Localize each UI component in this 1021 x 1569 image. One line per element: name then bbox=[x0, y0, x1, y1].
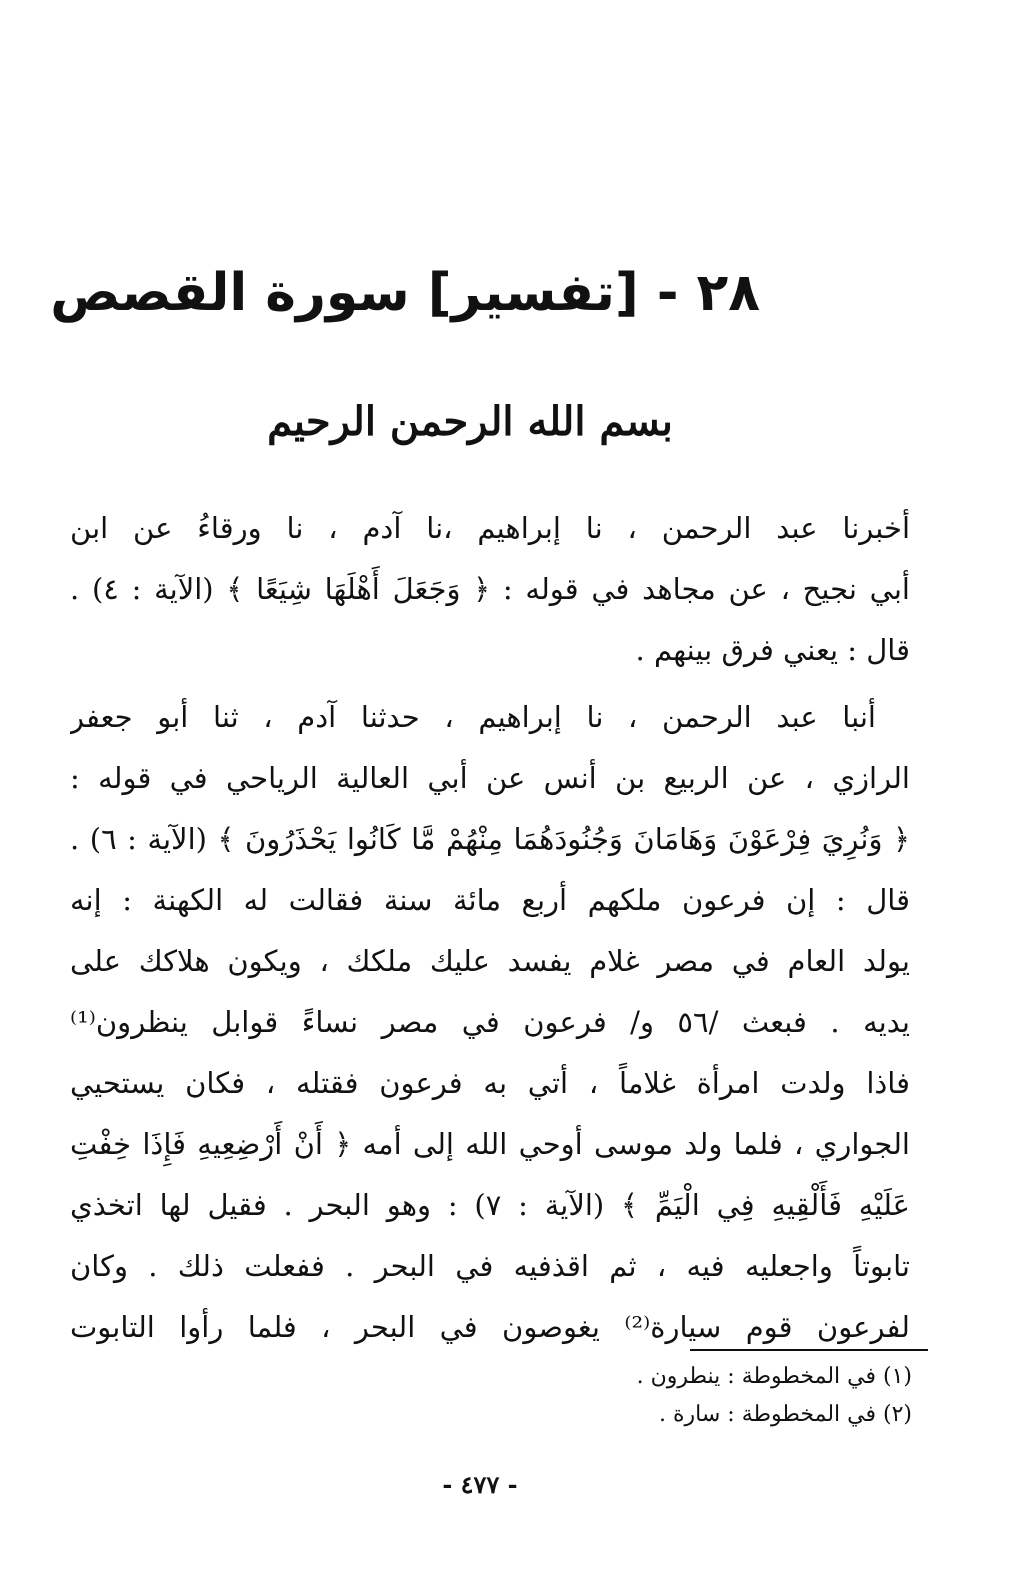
text-line: ﴿ وَنُرِيَ فِرْعَوْنَ وَهَامَانَ وَجُنُودَهُمَا مِنْهُمْ مَّا كَانُوا يَحْذَرُونَ ﴾ (الآية : ٦) . bbox=[70, 822, 910, 856]
text-line: أخبرنا عبد الرحمن ، نا إبراهيم ،نا آدم ، نا ورقاءُ عن ابن bbox=[70, 511, 910, 545]
text-line: قال : إن فرعون ملكهم أربع مائة سنة فقالت له الكهنة : إنه bbox=[70, 883, 910, 917]
text-line: فاذا ولدت امرأة غلاماً ، أتي به فرعون فقتله ، فكان يستحيي bbox=[70, 1066, 910, 1100]
footnote-divider bbox=[690, 1349, 928, 1351]
paragraph-2 bbox=[70, 687, 910, 1358]
text-line: قال : يعني فرق بينهم . bbox=[635, 633, 910, 667]
text-line: الجواري ، فلما ولد موسى أوحي الله إلى أمه ﴿ أَنْ أَرْضِعِيهِ فَإِذَا خِفْتِ bbox=[70, 1127, 910, 1161]
footnotes bbox=[560, 1358, 912, 1434]
text-line: الرازي ، عن الربيع بن أنس عن أبي العالية الرياحي في قوله : bbox=[70, 761, 910, 795]
text-line: يولد العام في مصر غلام يفسد عليك ملكك ، ويكون هلاكك على bbox=[70, 944, 910, 978]
page-number: - ٤٧٧ - bbox=[442, 1470, 518, 1499]
text-line: أبي نجيح ، عن مجاهد في قوله : ﴿ وَجَعَلَ أَهْلَهَا شِيَعًا ﴾ (الآية : ٤) . bbox=[70, 572, 910, 606]
body-text bbox=[70, 498, 910, 1364]
chapter-title: ٢٨ - [تفسير] سورة القصص bbox=[50, 263, 760, 323]
basmala-heading: بسم الله الرحمن الرحيم bbox=[267, 398, 673, 445]
footnote-2: (٢) في المخطوطة : سارة . bbox=[659, 1402, 912, 1427]
text-line: لفرعون قوم سيارة⁽²⁾ يغوصون في البحر ، فلما رأوا التابوت bbox=[70, 1310, 910, 1344]
text-line: أنبا عبد الرحمن ، نا إبراهيم ، حدثنا آدم ، ثنا أبو جعفر bbox=[70, 700, 876, 734]
text-line: تابوتاً واجعليه فيه ، ثم اقذفيه في البحر . ففعلت ذلك . وكان bbox=[70, 1249, 910, 1283]
footnote-1: (١) في المخطوطة : ينطرون . bbox=[636, 1364, 912, 1389]
text-line: عَلَيْهِ فَأَلْقِيهِ فِي الْيَمِّ ﴾ (الآية : ٧) : وهو البحر . فقيل لها اتخذي bbox=[70, 1188, 910, 1222]
paragraph-1 bbox=[70, 498, 910, 681]
text-line: يديه . فبعث /٥٦ و/ فرعون في مصر نساءً قوابل ينظرون⁽¹⁾ bbox=[70, 1005, 910, 1039]
